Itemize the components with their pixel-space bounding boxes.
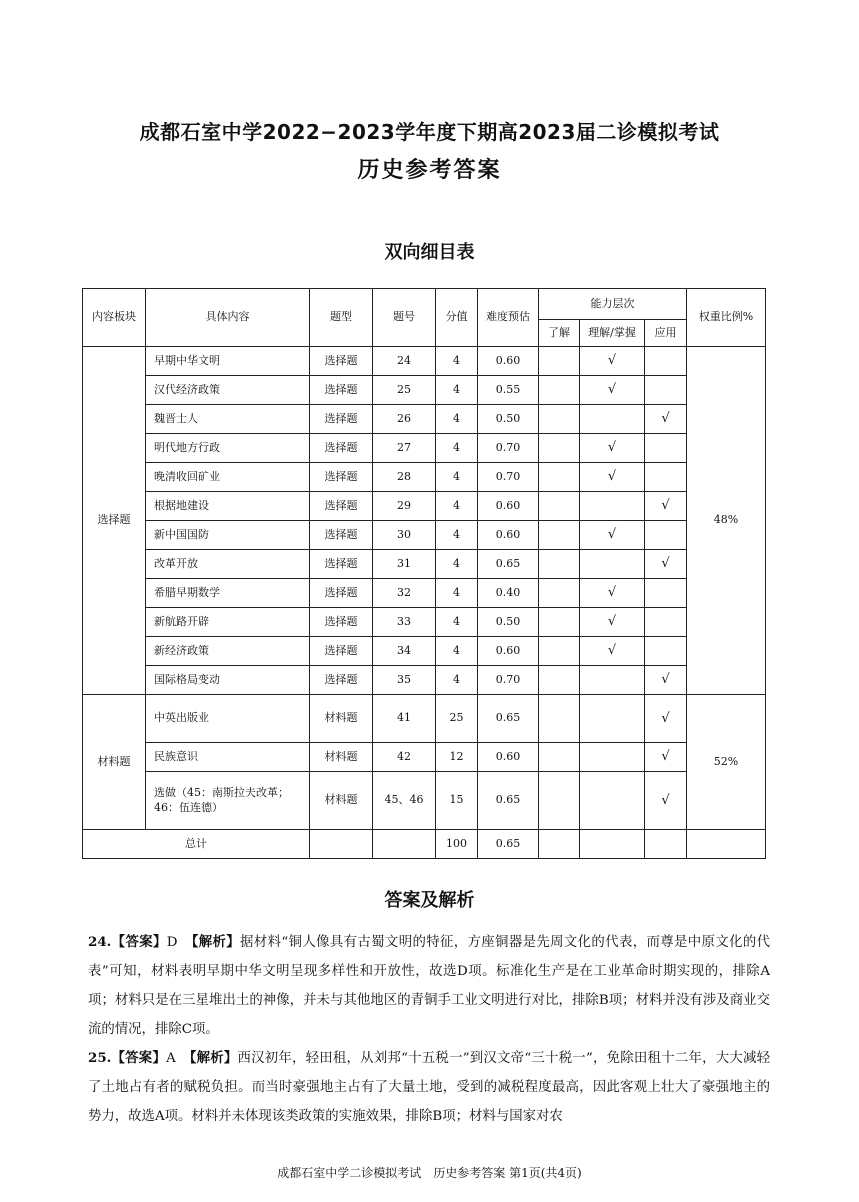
type-cell: 选择题 xyxy=(310,666,373,695)
difficulty-cell: 0.55 xyxy=(478,376,539,405)
table-body xyxy=(83,347,766,859)
ability-apply-cell xyxy=(645,579,687,608)
empty-cell xyxy=(645,830,687,859)
ability-understand-cell xyxy=(580,405,645,434)
type-cell: 选择题 xyxy=(310,376,373,405)
type-cell: 选择题 xyxy=(310,521,373,550)
content-cell: 中英出版业 xyxy=(146,695,310,743)
analysis-text: 据材料“铜人像具有古蜀文明的特征，方座铜器是先周文化的代表，而尊是中原文化的代表”可知，材料表明早期中华文明呈现多样性和开放性，故选D项。标准化生产是在工业革命时期实现的，排除A项；材料只是在三星堆出土的神像，并未与其他地区的青铜手工业文明进行对比，排除B项；材料并没有涉及商业交流的情况，排除C项。 xyxy=(88,935,771,1037)
score-cell: 4 xyxy=(436,492,478,521)
answer-item-25 xyxy=(88,1044,770,1131)
number-cell: 26 xyxy=(373,405,436,434)
table-section-title: 双向细目表 xyxy=(384,242,475,263)
empty-cell xyxy=(373,830,436,859)
ability-apply-cell xyxy=(645,376,687,405)
ability-apply-cell xyxy=(645,637,687,666)
content-cell: 明代地方行政 xyxy=(146,434,310,463)
ability-know-cell xyxy=(539,492,580,521)
ability-apply-cell: √ xyxy=(645,405,687,434)
table-row xyxy=(83,772,766,830)
score-cell: 4 xyxy=(436,579,478,608)
ability-know-cell xyxy=(539,550,580,579)
ability-apply-cell xyxy=(645,463,687,492)
score-cell: 4 xyxy=(436,666,478,695)
type-cell: 选择题 xyxy=(310,550,373,579)
header-weight: 权重比例% xyxy=(687,289,766,347)
content-cell: 国际格局变动 xyxy=(146,666,310,695)
ability-know-cell xyxy=(539,347,580,376)
ability-understand-cell: √ xyxy=(580,463,645,492)
difficulty-cell: 0.65 xyxy=(478,550,539,579)
answer-choice: D xyxy=(166,935,178,950)
content-cell: 新经济政策 xyxy=(146,637,310,666)
answer-number: 24. xyxy=(88,934,112,950)
type-cell: 选择题 xyxy=(310,608,373,637)
table-row xyxy=(83,579,766,608)
difficulty-cell: 0.70 xyxy=(478,434,539,463)
ability-understand-cell xyxy=(580,772,645,830)
content-cell: 汉代经济政策 xyxy=(146,376,310,405)
type-cell: 选择题 xyxy=(310,637,373,666)
score-cell: 4 xyxy=(436,521,478,550)
answer-item-24 xyxy=(88,928,770,1044)
ability-understand-cell: √ xyxy=(580,434,645,463)
score-cell: 4 xyxy=(436,405,478,434)
table-row xyxy=(83,637,766,666)
weight-cell: 52% xyxy=(687,695,766,830)
ability-know-cell xyxy=(539,772,580,830)
content-cell: 早期中华文明 xyxy=(146,347,310,376)
total-difficulty: 0.65 xyxy=(478,830,539,859)
content-cell: 改革开放 xyxy=(146,550,310,579)
number-cell: 31 xyxy=(373,550,436,579)
answer-tag: 【答案】 xyxy=(111,1050,167,1066)
ability-understand-cell: √ xyxy=(580,579,645,608)
number-cell: 33 xyxy=(373,608,436,637)
ability-know-cell xyxy=(539,376,580,405)
score-cell: 4 xyxy=(436,376,478,405)
type-cell: 选择题 xyxy=(310,405,373,434)
number-cell: 30 xyxy=(373,521,436,550)
score-cell: 4 xyxy=(436,608,478,637)
difficulty-cell: 0.60 xyxy=(478,637,539,666)
number-cell: 35 xyxy=(373,666,436,695)
ability-know-cell xyxy=(539,666,580,695)
table-row xyxy=(83,521,766,550)
header-score: 分值 xyxy=(436,289,478,347)
empty-cell xyxy=(539,830,580,859)
header-ability-know: 了解 xyxy=(539,320,580,347)
number-cell: 27 xyxy=(373,434,436,463)
score-cell: 4 xyxy=(436,434,478,463)
table-row xyxy=(83,550,766,579)
number-cell: 24 xyxy=(373,347,436,376)
type-cell: 选择题 xyxy=(310,347,373,376)
type-cell: 选择题 xyxy=(310,579,373,608)
module-cell: 选择题 xyxy=(83,347,146,695)
ability-understand-cell: √ xyxy=(580,376,645,405)
total-label: 总计 xyxy=(83,830,310,859)
content-cell: 晚清收回矿业 xyxy=(146,463,310,492)
score-cell: 15 xyxy=(436,772,478,830)
analysis-tag: 【解析】 xyxy=(191,934,241,950)
header-type: 题型 xyxy=(310,289,373,347)
document-title: 成都石室中学2022−2023学年度下期高2023届二诊模拟考试 xyxy=(139,120,720,144)
difficulty-cell: 0.60 xyxy=(478,743,539,772)
ability-know-cell xyxy=(539,743,580,772)
ability-apply-cell xyxy=(645,608,687,637)
specification-table xyxy=(82,288,766,859)
ability-understand-cell: √ xyxy=(580,347,645,376)
content-cell: 新中国国防 xyxy=(146,521,310,550)
type-cell: 选择题 xyxy=(310,434,373,463)
ability-apply-cell: √ xyxy=(645,492,687,521)
type-cell: 选择题 xyxy=(310,463,373,492)
ability-apply-cell: √ xyxy=(645,772,687,830)
ability-apply-cell: √ xyxy=(645,666,687,695)
answers-section-title: 答案及解析 xyxy=(384,890,475,911)
analysis-text: 西汉初年，轻田租，从刘邦“十五税一”到汉文帝“三十税一”，免除田租十二年，大大减轻了土地占有者的赋税负担。而当时豪强地主占有了大量土地，受到的减税程度最高，因此客观上壮大了豪强地主的势力，故选A项。材料并未体现该类政策的实施效果，排除B项；材料与国家对农 xyxy=(88,1051,771,1124)
ability-know-cell xyxy=(539,637,580,666)
ability-know-cell xyxy=(539,608,580,637)
ability-understand-cell xyxy=(580,492,645,521)
ability-understand-cell: √ xyxy=(580,608,645,637)
table-row xyxy=(83,608,766,637)
document-subtitle: 历史参考答案 xyxy=(357,158,502,183)
total-score: 100 xyxy=(436,830,478,859)
content-cell: 根据地建设 xyxy=(146,492,310,521)
ability-know-cell xyxy=(539,695,580,743)
score-cell: 4 xyxy=(436,550,478,579)
table-row xyxy=(83,376,766,405)
analysis-tag: 【解析】 xyxy=(189,1050,238,1066)
ability-apply-cell xyxy=(645,521,687,550)
table-row xyxy=(83,695,766,743)
page-footer: 成都石室中学二诊模拟考试 历史参考答案 第1页(共4页) xyxy=(277,1166,582,1180)
ability-know-cell xyxy=(539,521,580,550)
number-cell: 29 xyxy=(373,492,436,521)
score-cell: 4 xyxy=(436,463,478,492)
score-cell: 4 xyxy=(436,347,478,376)
difficulty-cell: 0.65 xyxy=(478,772,539,830)
score-cell: 25 xyxy=(436,695,478,743)
ability-apply-cell xyxy=(645,347,687,376)
header-number: 题号 xyxy=(373,289,436,347)
table-row xyxy=(83,434,766,463)
table-row xyxy=(83,492,766,521)
difficulty-cell: 0.50 xyxy=(478,608,539,637)
answer-choice: A xyxy=(166,1051,176,1066)
type-cell: 材料题 xyxy=(310,772,373,830)
ability-apply-cell: √ xyxy=(645,695,687,743)
ability-understand-cell xyxy=(580,550,645,579)
ability-know-cell xyxy=(539,405,580,434)
difficulty-cell: 0.65 xyxy=(478,695,539,743)
header-ability-understand: 理解/掌握 xyxy=(580,320,645,347)
total-row xyxy=(83,830,766,859)
difficulty-cell: 0.40 xyxy=(478,579,539,608)
ability-apply-cell: √ xyxy=(645,550,687,579)
answer-tag: 【答案】 xyxy=(111,934,167,950)
ability-apply-cell: √ xyxy=(645,743,687,772)
ability-know-cell xyxy=(539,579,580,608)
number-cell: 34 xyxy=(373,637,436,666)
difficulty-cell: 0.60 xyxy=(478,521,539,550)
header-content: 具体内容 xyxy=(146,289,310,347)
difficulty-cell: 0.60 xyxy=(478,492,539,521)
ability-understand-cell xyxy=(580,743,645,772)
answer-number: 25. xyxy=(88,1050,112,1066)
number-cell: 41 xyxy=(373,695,436,743)
answers-list xyxy=(88,928,770,1131)
header-difficulty: 难度预估 xyxy=(478,289,539,347)
content-cell: 希腊早期数学 xyxy=(146,579,310,608)
type-cell: 材料题 xyxy=(310,695,373,743)
ability-understand-cell xyxy=(580,666,645,695)
module-cell: 材料题 xyxy=(83,695,146,830)
ability-understand-cell: √ xyxy=(580,521,645,550)
table-row xyxy=(83,347,766,376)
difficulty-cell: 0.70 xyxy=(478,463,539,492)
difficulty-cell: 0.70 xyxy=(478,666,539,695)
number-cell: 25 xyxy=(373,376,436,405)
score-cell: 4 xyxy=(436,637,478,666)
number-cell: 32 xyxy=(373,579,436,608)
table-row xyxy=(83,463,766,492)
header-ability-apply: 应用 xyxy=(645,320,687,347)
content-cell: 选做（45：南斯拉夫改革；46：伍连德） xyxy=(146,772,310,830)
empty-cell xyxy=(310,830,373,859)
number-cell: 45、46 xyxy=(373,772,436,830)
type-cell: 材料题 xyxy=(310,743,373,772)
empty-cell xyxy=(580,830,645,859)
ability-know-cell xyxy=(539,434,580,463)
number-cell: 42 xyxy=(373,743,436,772)
table-row xyxy=(83,743,766,772)
difficulty-cell: 0.60 xyxy=(478,347,539,376)
ability-understand-cell: √ xyxy=(580,637,645,666)
ability-know-cell xyxy=(539,463,580,492)
content-cell: 魏晋士人 xyxy=(146,405,310,434)
table-row xyxy=(83,405,766,434)
content-cell: 新航路开辟 xyxy=(146,608,310,637)
empty-cell xyxy=(687,830,766,859)
header-ability: 能力层次 xyxy=(539,289,687,320)
difficulty-cell: 0.50 xyxy=(478,405,539,434)
header-module: 内容板块 xyxy=(83,289,146,347)
content-cell: 民族意识 xyxy=(146,743,310,772)
ability-apply-cell xyxy=(645,434,687,463)
score-cell: 12 xyxy=(436,743,478,772)
table-row xyxy=(83,666,766,695)
type-cell: 选择题 xyxy=(310,492,373,521)
ability-understand-cell xyxy=(580,695,645,743)
weight-cell: 48% xyxy=(687,347,766,695)
number-cell: 28 xyxy=(373,463,436,492)
